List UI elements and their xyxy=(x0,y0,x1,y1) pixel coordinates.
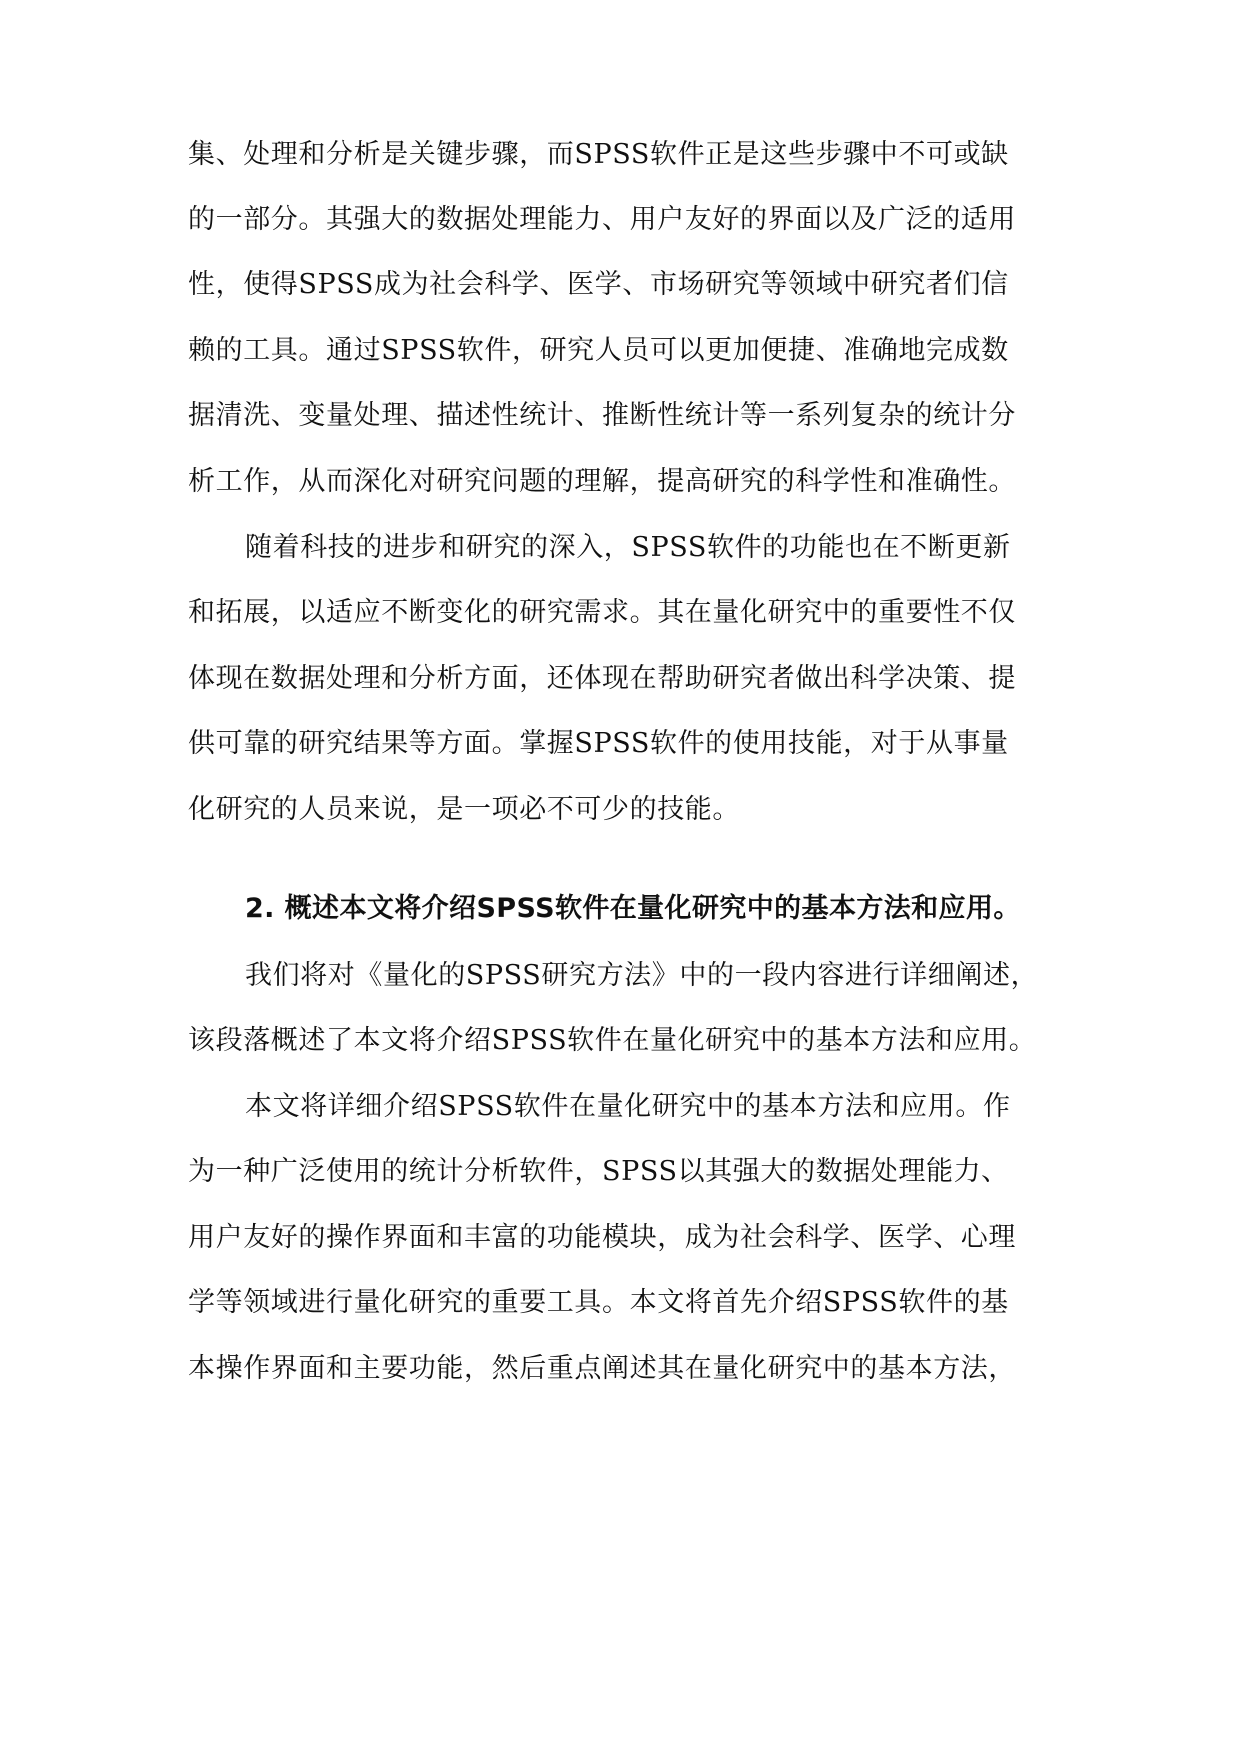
paragraph-1-line-5: 据清洗、变量处理、描述性统计、推断性统计等一系列复杂的统计分 xyxy=(188,400,1016,431)
paragraph-4-line-4: 学等领域进行量化研究的重要工具。本文将首先介绍SPSS软件的基 xyxy=(188,1287,1009,1318)
paragraph-4-line-1: 本文将详细介绍SPSS软件在量化研究中的基本方法和应用。作 xyxy=(245,1091,1011,1122)
paragraph-1-line-2: 的一部分。其强大的数据处理能力、用户友好的界面以及广泛的适用 xyxy=(188,204,1016,235)
paragraph-1-line-1: 集、处理和分析是关键步骤，而SPSS软件正是这些步骤中不可或缺 xyxy=(188,139,1009,170)
paragraph-3-line-1: 我们将对《量化的SPSS研究方法》中的一段内容进行详细阐述， xyxy=(245,960,1039,991)
paragraph-2-line-2: 和拓展，以适应不断变化的研究需求。其在量化研究中的重要性不仅 xyxy=(188,597,1016,628)
paragraph-1-line-3: 性，使得SPSS成为社会科学、医学、市场研究等领域中研究者们信 xyxy=(188,269,1009,300)
paragraph-1-line-6: 析工作，从而深化对研究问题的理解，提高研究的科学性和准确性。 xyxy=(188,466,1016,497)
paragraph-4-line-5: 本操作界面和主要功能，然后重点阐述其在量化研究中的基本方法， xyxy=(188,1353,1016,1384)
paragraph-2-line-1: 随着科技的进步和研究的深入，SPSS软件的功能也在不断更新 xyxy=(245,532,1011,563)
paragraph-2-line-4: 供可靠的研究结果等方面。掌握SPSS软件的使用技能，对于从事量 xyxy=(188,728,1009,759)
paragraph-4-line-2: 为一种广泛使用的统计分析软件，SPSS以其强大的数据处理能力、 xyxy=(188,1156,1009,1187)
paragraph-3-line-2: 该段落概述了本文将介绍SPSS软件在量化研究中的基本方法和应用。 xyxy=(188,1025,1037,1056)
paragraph-4-line-3: 用户友好的操作界面和丰富的功能模块，成为社会科学、医学、心理 xyxy=(188,1222,1016,1253)
paragraph-1-line-4: 赖的工具。通过SPSS软件，研究人员可以更加便捷、准确地完成数 xyxy=(188,335,1009,366)
paragraph-2-line-3: 体现在数据处理和分析方面，还体现在帮助研究者做出科学决策、提 xyxy=(188,663,1016,694)
section-heading: 2. 概述本文将介绍SPSS软件在量化研究中的基本方法和应用。 xyxy=(245,893,1021,924)
paragraph-2-line-5: 化研究的人员来说，是一项必不可少的技能。 xyxy=(188,794,740,825)
